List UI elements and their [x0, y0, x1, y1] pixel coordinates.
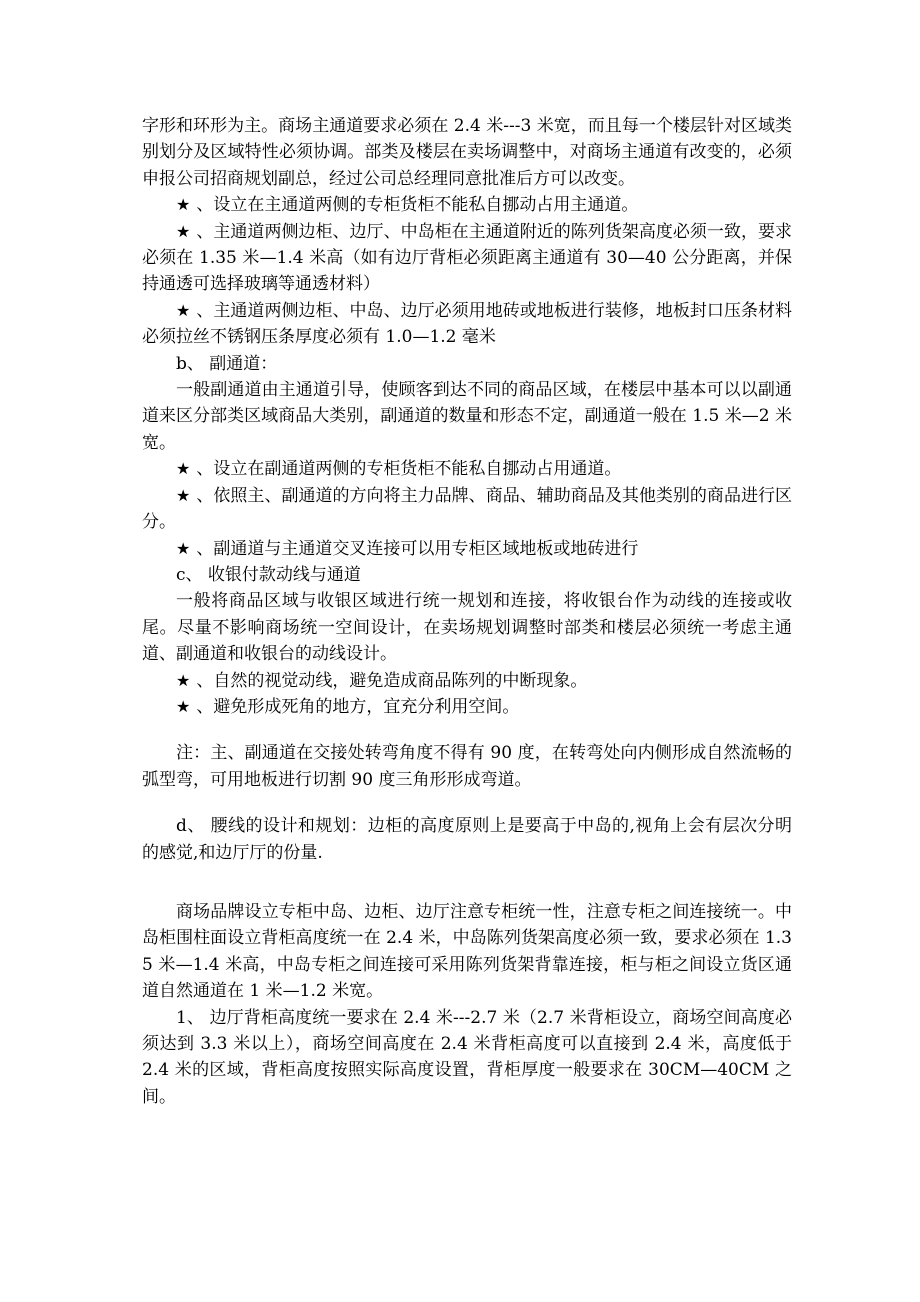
star-icon: ★ [176, 300, 191, 320]
star-icon: ★ [176, 670, 191, 690]
star-icon: ★ [176, 696, 191, 716]
bullet-visual-flow [142, 668, 792, 694]
paragraph-spacer [142, 720, 792, 740]
document-page [142, 113, 792, 1110]
bullet-text: 、设立在副通道两侧的专柜货柜不能私自挪动占用通道。 [196, 459, 622, 480]
section-heading-d [142, 813, 792, 866]
star-icon: ★ [176, 485, 191, 505]
section-heading-b [142, 351, 792, 377]
heading-text: b、 副通道： [176, 353, 278, 374]
paragraph-spacer [142, 793, 792, 813]
star-icon: ★ [176, 459, 191, 479]
bullet-text: 、依照主、副通道的方向将主力品牌、商品、辅助商品及其他类别的商品进行区分。 [142, 485, 793, 533]
paragraph-secondary-aisle [142, 377, 792, 456]
paragraph-text: 一般副通道由主通道引导，使顾客到达不同的商品区域，在楼层中基本可以以副通道来区分部类区域商品大类别，副通道的数量和形态不定，副通道一般在 1.5 米—2 米宽。 [142, 380, 792, 453]
paragraph-text: 字形和环形为主。商场主通道要求必须在 2.4 米---3 米宽，而且每一个楼层针对区域类别划分及区域特性必须协调。部类及楼层在卖场调整中，对商场主通道有改变的，必须申报公司招商规划副总，经过公司总经理同意批准后方可以改变。 [142, 116, 792, 189]
bullet-secondary-no-occupy [142, 456, 792, 482]
paragraph-spacer [142, 886, 792, 899]
heading-text: d、 腰线的设计和规划：边柜的高度原则上是要高于中岛的,视角上会有层次分明的感觉,和边厅厅的份量. [142, 816, 792, 863]
bullet-text: 、避免形成死角的地方，宜充分利用空间。 [196, 696, 520, 717]
paragraph-main-aisle-width [142, 113, 792, 192]
bullet-text: 、副通道与主通道交叉连接可以用专柜区域地板或地砖进行 [196, 538, 639, 559]
paragraph-text: 商场品牌设立专柜中岛、边柜、边厅注意专柜统一性，注意专柜之间连接统一。中岛柜围柱面设立背柜高度统一在 2.4 米，中岛陈列货架高度必须一致，要求必须在 1.35 米—1.4 米高，中岛专柜之间连接可采用陈列货架背靠连接，柜与柜之间设立货区通道自然通道在 1 米—1.2 米宽。 [142, 901, 792, 1002]
paragraph-brand-counters [142, 899, 792, 1005]
bullet-brand-division [142, 483, 792, 536]
bullet-avoid-dead-corners [142, 694, 792, 720]
bullet-main-aisle-no-occupy [142, 192, 792, 218]
paragraph-spacer [142, 866, 792, 886]
bullet-text: 、主通道两侧边柜、边厅、中岛柜在主通道附近的陈列货架高度必须一致，要求必须在 1.35 米—1.4 米高（如有边厅背柜必须距离主通道有 30—40 公分距离，并保持通透可选择玻璃等通透材料） [142, 221, 793, 295]
bullet-shelf-height [142, 219, 792, 298]
bullet-text: 、主通道两侧边柜、中岛、边厅必须用地砖或地板进行装修，地板封口压条材料必须拉丝不锈钢压条厚度必须有 1.0—1.2 毫米 [142, 300, 793, 348]
paragraph-wall-cabinet-height [142, 1005, 792, 1111]
note-text: 注：主、副通道在交接处转弯角度不得有 90 度，在转弯处向内侧形成自然流畅的弧型弯，可用地板进行切割 90 度三角形形成弯道。 [142, 743, 792, 790]
bullet-text: 、自然的视觉动线，避免造成商品陈列的中断现象。 [196, 670, 588, 691]
bullet-text: 、设立在主通道两侧的专柜货柜不能私自挪动占用主通道。 [196, 195, 639, 216]
star-icon: ★ [176, 221, 191, 241]
paragraph-checkout-flow [142, 588, 792, 667]
paragraph-text: 一般将商品区域与收银区域进行统一规划和连接，将收银台作为动线的连接或收尾。尽量不影响商场统一空间设计，在卖场规划调整时部类和楼层必须统一考虑主通道、副通道和收银台的动线设计。 [142, 591, 792, 665]
paragraph-text: 1、 边厅背柜高度统一要求在 2.4 米---2.7 米（2.7 米背柜设立，商场空间高度必须达到 3.3 米以上），商场空间高度在 2.4 米背柜高度可以直接到 2.4 米，高度低于 2.4 米的区域，背柜高度按照实际高度设置，背柜厚度一般要求在 30CM—40CM 之间。 [142, 1007, 792, 1107]
bullet-aisle-junction [142, 536, 792, 562]
star-icon: ★ [176, 195, 191, 215]
bullet-floor-finish [142, 298, 792, 351]
star-icon: ★ [176, 538, 191, 558]
note-turn-angle [142, 740, 792, 793]
heading-text: c、 收银付款动线与通道 [176, 564, 361, 585]
section-heading-c [142, 562, 792, 588]
